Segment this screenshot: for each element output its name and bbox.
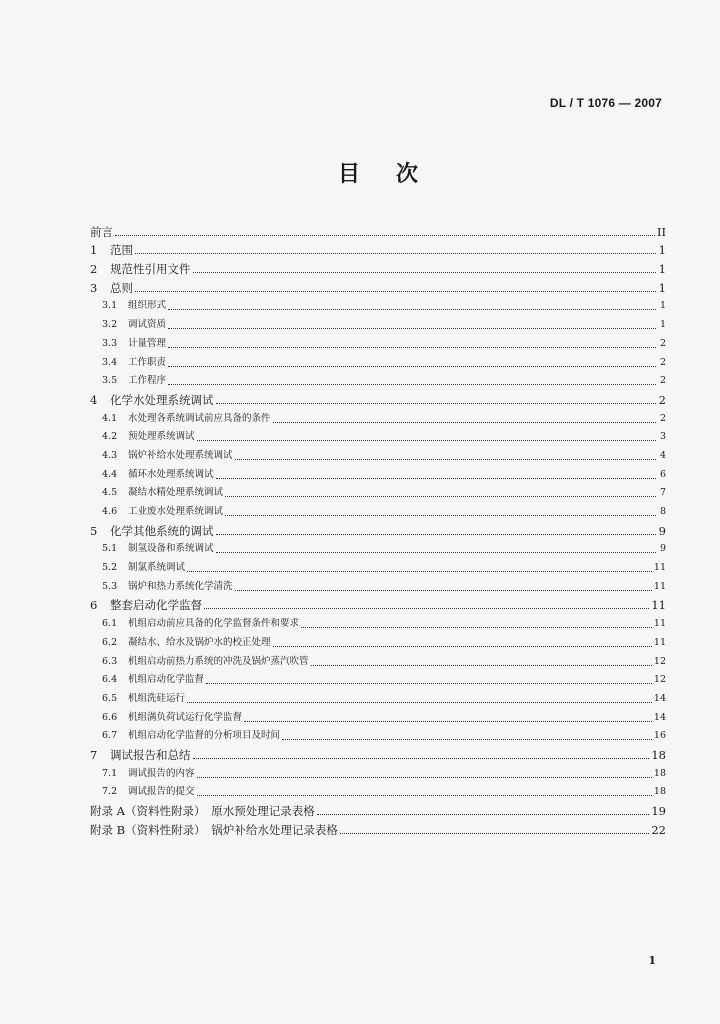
- toc-dot-leader: [206, 683, 652, 684]
- toc-entry-page: 3: [659, 431, 666, 443]
- toc-entry[interactable]: [90, 295, 666, 314]
- toc-dot-leader: [168, 384, 656, 385]
- toc-entry-number: 6.1: [102, 618, 118, 630]
- toc-entry-number: 7: [90, 747, 98, 762]
- toc-entry-number: 3.3: [102, 337, 118, 349]
- toc-entry-page: 1: [658, 280, 666, 295]
- toc-entry-page: 9: [658, 523, 666, 538]
- toc-entry-page: 2: [659, 412, 666, 424]
- toc-dot-leader: [197, 795, 652, 796]
- toc-dot-leader: [193, 758, 650, 759]
- toc-entry-label: 总则: [110, 280, 133, 295]
- toc-entry-number: 4.2: [102, 431, 118, 443]
- toc-entry-page: 19: [651, 804, 666, 818]
- toc-entry[interactable]: [90, 650, 666, 669]
- toc-dot-leader: [225, 515, 656, 516]
- toc-entry[interactable]: [90, 594, 666, 613]
- toc-dot-leader: [168, 347, 656, 348]
- toc-entry-label: 制氯系统调试: [128, 562, 186, 574]
- toc-dot-leader: [216, 534, 657, 535]
- toc-entry-page: 1: [658, 262, 666, 277]
- toc-entry[interactable]: [90, 538, 666, 557]
- toc-dot-leader: [193, 272, 657, 273]
- toc-entry-label: 调试报告和总结: [110, 747, 191, 762]
- toc-entry[interactable]: [90, 239, 666, 258]
- toc-entry-label: 机组启动前应具备的化学监督条件和要求: [128, 618, 300, 630]
- toc-dot-leader: [187, 702, 652, 703]
- toc-entry-number: 6.3: [102, 655, 118, 667]
- toc-entry-number: 6.7: [102, 730, 118, 742]
- toc-entry[interactable]: [90, 463, 666, 482]
- toc-dot-leader: [244, 721, 652, 722]
- toc-entry[interactable]: [90, 818, 666, 837]
- toc-entry-label: 凝结水精处理系统调试: [128, 487, 224, 499]
- toc-entry-label: 机组启动化学监督的分析项目及时间: [128, 730, 281, 742]
- page-title: 目次: [337, 161, 454, 187]
- toc-dot-leader: [135, 291, 656, 292]
- toc-entry-page: 18: [653, 767, 666, 779]
- toc-entry-page: 1: [659, 319, 666, 331]
- toc-entry-number: 3: [90, 280, 98, 295]
- toc-entry-page: 9: [659, 543, 666, 555]
- toc-entry-label: 调试报告的内容: [128, 767, 195, 779]
- toc-dot-leader: [168, 328, 656, 329]
- toc-entry-page: 1: [659, 300, 666, 312]
- toc-entry-number: 7.1: [102, 767, 118, 779]
- toc-entry-page: II: [656, 224, 666, 239]
- toc-entry[interactable]: [90, 762, 666, 781]
- toc-entry-page: 12: [653, 655, 666, 667]
- toc-entry-label: 工作程序: [128, 375, 167, 387]
- toc-entry-page: 11: [653, 636, 666, 648]
- toc-entry[interactable]: [90, 257, 666, 276]
- toc-entry-page: 11: [653, 618, 666, 630]
- toc-dot-leader: [282, 739, 652, 740]
- toc-entry[interactable]: [90, 444, 666, 463]
- toc-entry[interactable]: [90, 519, 666, 538]
- toc-entry[interactable]: [90, 500, 666, 519]
- toc-entry-number: 4.5: [102, 487, 118, 499]
- toc-entry-label: 组织形式: [128, 300, 167, 312]
- toc-dot-leader: [317, 814, 650, 815]
- toc-dot-leader: [301, 627, 652, 628]
- toc-entry-page: 7: [659, 487, 666, 499]
- toc-entry-page: 2: [658, 392, 666, 407]
- toc-entry-number: 4.1: [102, 412, 118, 424]
- toc-dot-leader: [197, 440, 656, 441]
- toc-entry[interactable]: [90, 220, 666, 239]
- toc-entry-number: 4.4: [102, 468, 118, 480]
- toc-entry-label: 调试资质: [128, 319, 167, 331]
- toc-entry-page: 2: [659, 356, 666, 368]
- toc-entry[interactable]: [90, 781, 666, 800]
- toc-entry-page: 18: [653, 786, 666, 798]
- toc-entry-page: 14: [653, 692, 666, 704]
- toc-entry-number: 6.6: [102, 711, 118, 723]
- toc-entry-number: 4.3: [102, 449, 118, 461]
- toc-entry-label: 预处理系统调试: [128, 431, 195, 443]
- toc-entry[interactable]: [90, 725, 666, 744]
- toc-entry-number: 6: [90, 598, 98, 613]
- toc-entry[interactable]: [90, 743, 666, 762]
- toc-entry-page: 2: [659, 375, 666, 387]
- toc-entry[interactable]: [90, 575, 666, 594]
- toc-dot-leader: [340, 833, 650, 834]
- toc-dot-leader: [235, 590, 652, 591]
- toc-entry[interactable]: [90, 706, 666, 725]
- toc-entry-label: 整套启动化学监督: [110, 598, 202, 613]
- toc-entry-number: 5.3: [102, 580, 118, 592]
- toc-entry-label: 机组启动化学监督: [128, 674, 205, 686]
- standard-code: DL / T 1076 — 2007: [549, 96, 662, 110]
- toc-entry-label: 锅炉和热力系统化学清洗: [128, 580, 233, 592]
- toc-entry-label: 凝结水、给水及锅炉水的校正处理: [128, 636, 271, 648]
- toc-dot-leader: [168, 366, 656, 367]
- toc-entry-label: 工作职责: [128, 356, 167, 368]
- toc-entry-label: 机组洗硅运行: [128, 692, 186, 704]
- toc-entry[interactable]: [90, 631, 666, 650]
- toc-entry-number: 3.5: [102, 375, 118, 387]
- toc-entry-number: 6.5: [102, 692, 118, 704]
- toc-entry[interactable]: [90, 426, 666, 445]
- toc-entry-label: 水处理各系统调试前应具备的条件: [128, 412, 271, 424]
- toc-entry-label: 前言: [90, 224, 113, 239]
- toc-entry-number: 1: [90, 243, 98, 258]
- toc-dot-leader: [235, 459, 656, 460]
- toc-entry-number: 3.4: [102, 356, 118, 368]
- toc-entry[interactable]: [90, 799, 666, 818]
- toc-entry-page: 11: [651, 598, 666, 613]
- toc-entry-page: 8: [659, 506, 666, 517]
- toc-entry-number: 4: [90, 392, 98, 407]
- toc-entry-number: 7.2: [102, 786, 118, 798]
- toc-dot-leader: [216, 478, 656, 479]
- toc-dot-leader: [115, 235, 655, 236]
- toc-entry[interactable]: [90, 612, 666, 631]
- toc-entry[interactable]: [90, 332, 666, 351]
- toc-entry-number: 5.2: [102, 562, 118, 574]
- toc-dot-leader: [135, 253, 656, 254]
- toc-entry-label: 范围: [110, 243, 133, 258]
- toc-entry-number: 5: [90, 523, 98, 538]
- toc-entry-page: 18: [651, 747, 666, 762]
- toc-entry-label: 计量管理: [128, 337, 167, 349]
- toc-entry[interactable]: [90, 482, 666, 501]
- toc-entry-label: 化学水处理系统调试: [110, 392, 214, 407]
- toc-entry[interactable]: [90, 556, 666, 575]
- toc-dot-leader: [204, 608, 649, 609]
- toc-dot-leader: [273, 646, 652, 647]
- toc-entry-label: 化学其他系统的调试: [110, 523, 214, 538]
- toc-entry-number: 5.1: [102, 543, 118, 555]
- toc-entry[interactable]: [90, 313, 666, 332]
- toc-entry[interactable]: [90, 351, 666, 370]
- toc-entry[interactable]: [90, 370, 666, 389]
- toc-entry-number: 3.1: [102, 300, 118, 312]
- toc-entry-page: 2: [659, 337, 666, 349]
- toc-entry-number: 4.6: [102, 506, 118, 517]
- toc-entry-page: 12: [653, 674, 666, 686]
- toc-dot-leader: [168, 309, 656, 310]
- toc-entry-label: 附录 A（资料性附录） 原水预处理记录表格: [90, 804, 315, 818]
- toc-dot-leader: [216, 552, 656, 553]
- toc-entry-label: 机组启动前热力系统的冲洗及锅炉蒸汽吹管: [128, 655, 309, 667]
- toc-entry-label: 制氢设备和系统调试: [128, 543, 214, 555]
- toc-entry-number: 3.2: [102, 319, 118, 331]
- toc-entry-number: 6.4: [102, 674, 118, 686]
- toc-entry-page: 4: [659, 449, 666, 461]
- toc-entry-page: 11: [653, 580, 666, 592]
- toc-entry-label: 调试报告的提交: [128, 786, 195, 798]
- toc-entry[interactable]: [90, 276, 666, 295]
- toc-entry-number: 2: [90, 262, 98, 277]
- toc-dot-leader: [311, 665, 652, 666]
- toc-dot-leader: [225, 496, 656, 497]
- toc-dot-leader: [273, 422, 656, 423]
- toc-dot-leader: [216, 403, 657, 404]
- toc-entry-page: 1: [658, 243, 666, 258]
- toc-entry[interactable]: [90, 669, 666, 688]
- toc-entry[interactable]: [90, 687, 666, 706]
- toc-entry-page: 16: [653, 730, 666, 742]
- toc-entry-page: 22: [651, 822, 666, 837]
- toc-entry-label: 锅炉补给水处理系统调试: [128, 449, 233, 461]
- toc-dot-leader: [187, 571, 652, 572]
- toc-entry[interactable]: [90, 407, 666, 426]
- toc-entry-page: 14: [653, 711, 666, 723]
- toc-entry-label: 工业废水处理系统调试: [128, 506, 224, 517]
- table-of-contents: [90, 220, 666, 837]
- page-number: 1: [648, 954, 656, 967]
- toc-entry-label: 机组满负荷试运行化学监督: [128, 711, 243, 723]
- toc-entry-label: 循环水处理系统调试: [128, 468, 214, 480]
- toc-dot-leader: [197, 777, 652, 778]
- toc-entry[interactable]: [90, 388, 666, 407]
- toc-entry-number: 6.2: [102, 636, 118, 648]
- toc-entry-label: 附录 B（资料性附录） 锅炉补给水处理记录表格: [90, 822, 338, 837]
- toc-entry-label: 规范性引用文件: [110, 262, 191, 277]
- toc-entry-page: 11: [653, 562, 666, 574]
- toc-entry-page: 6: [659, 468, 666, 480]
